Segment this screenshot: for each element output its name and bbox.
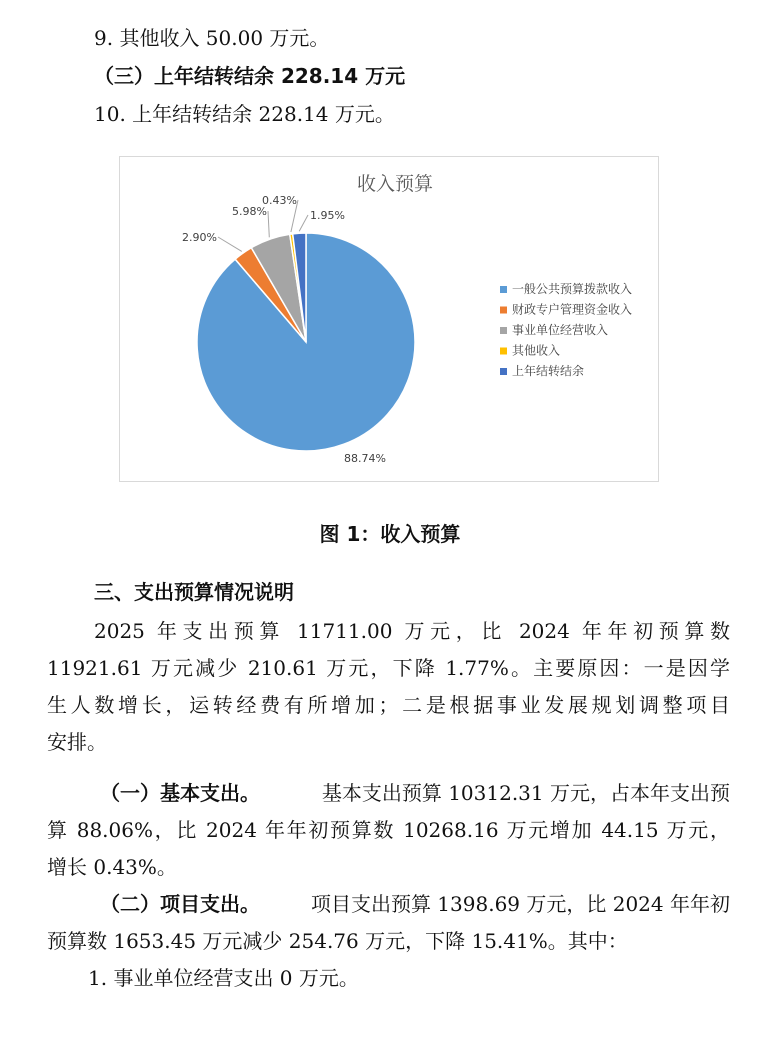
project-expense-text: 项目支出预算 1398.69 万元，比 2024 年年初	[310, 892, 730, 916]
figure-caption: 图 1：收入预算	[319, 522, 461, 546]
paragraph-1-line-3: 生人数增长，运转经费有所增加；二是根据事业发展规划调整项目	[47, 693, 730, 717]
paragraph-1-line-2: 11921.61 万元减少 210.61 万元，下降 1.77%。主要原因：一是因学	[47, 656, 730, 680]
paragraph-2-line-1	[100, 779, 730, 807]
paragraph-3-line-3: 1. 事业单位经营支出 0 万元。	[88, 966, 359, 990]
section-expense-heading: 三、支出预算情况说明	[94, 580, 294, 604]
paragraph-2-line-3: 增长 0.43%。	[47, 855, 177, 879]
chart-title: 收入预算	[356, 173, 434, 195]
data-label-0: 88.74%	[344, 452, 386, 465]
line-carryover: 10. 上年结转结余 228.14 万元。	[94, 102, 395, 126]
paragraph-2-line-2: 算 88.06%，比 2024 年年初预算数 10268.16 万元增加 44.15 万元，	[47, 818, 730, 842]
legend-swatch-4	[500, 368, 507, 375]
data-label-3: 0.43%	[262, 194, 297, 207]
paragraph-3-line-2: 预算数 1653.45 万元减少 254.76 万元，下降 15.41%。其中：	[47, 929, 628, 953]
project-expense-heading: （二）项目支出。	[100, 892, 260, 916]
paragraph-1-line-4: 安排。	[47, 730, 107, 754]
section-carryover-heading: （三）上年结转结余 228.14 万元	[94, 64, 406, 88]
legend-swatch-1	[500, 307, 507, 314]
basic-expense-heading: （一）基本支出。	[100, 781, 260, 805]
legend-label-2: 事业单位经营收入	[512, 323, 609, 337]
legend-label-0: 一般公共预算拨款收入	[512, 282, 633, 296]
data-label-2: 5.98%	[232, 205, 267, 218]
income-budget-chart	[119, 156, 659, 482]
data-label-1: 2.90%	[182, 231, 217, 244]
legend-label-3: 其他收入	[512, 343, 561, 358]
basic-expense-text: 基本支出预算 10312.31 万元，占本年支出预	[321, 781, 730, 805]
legend-swatch-0	[500, 286, 507, 293]
legend-label-4: 上年结转结余	[512, 364, 585, 378]
data-label-leader-2	[268, 211, 269, 237]
data-label-leader-4	[299, 215, 308, 231]
legend-swatch-2	[500, 327, 507, 334]
legend-swatch-3	[500, 348, 507, 355]
data-label-4: 1.95%	[310, 209, 345, 222]
data-label-leader-1	[218, 237, 242, 251]
paragraph-1-line-1: 2025 年支出预算 11711.00 万元，比 2024 年年初预算数	[94, 619, 730, 643]
legend-label-1: 财政专户管理资金收入	[512, 302, 633, 317]
paragraph-3-line-1	[100, 890, 730, 918]
pie-chart-svg	[120, 157, 658, 481]
line-other-income: 9. 其他收入 50.00 万元。	[94, 26, 330, 50]
